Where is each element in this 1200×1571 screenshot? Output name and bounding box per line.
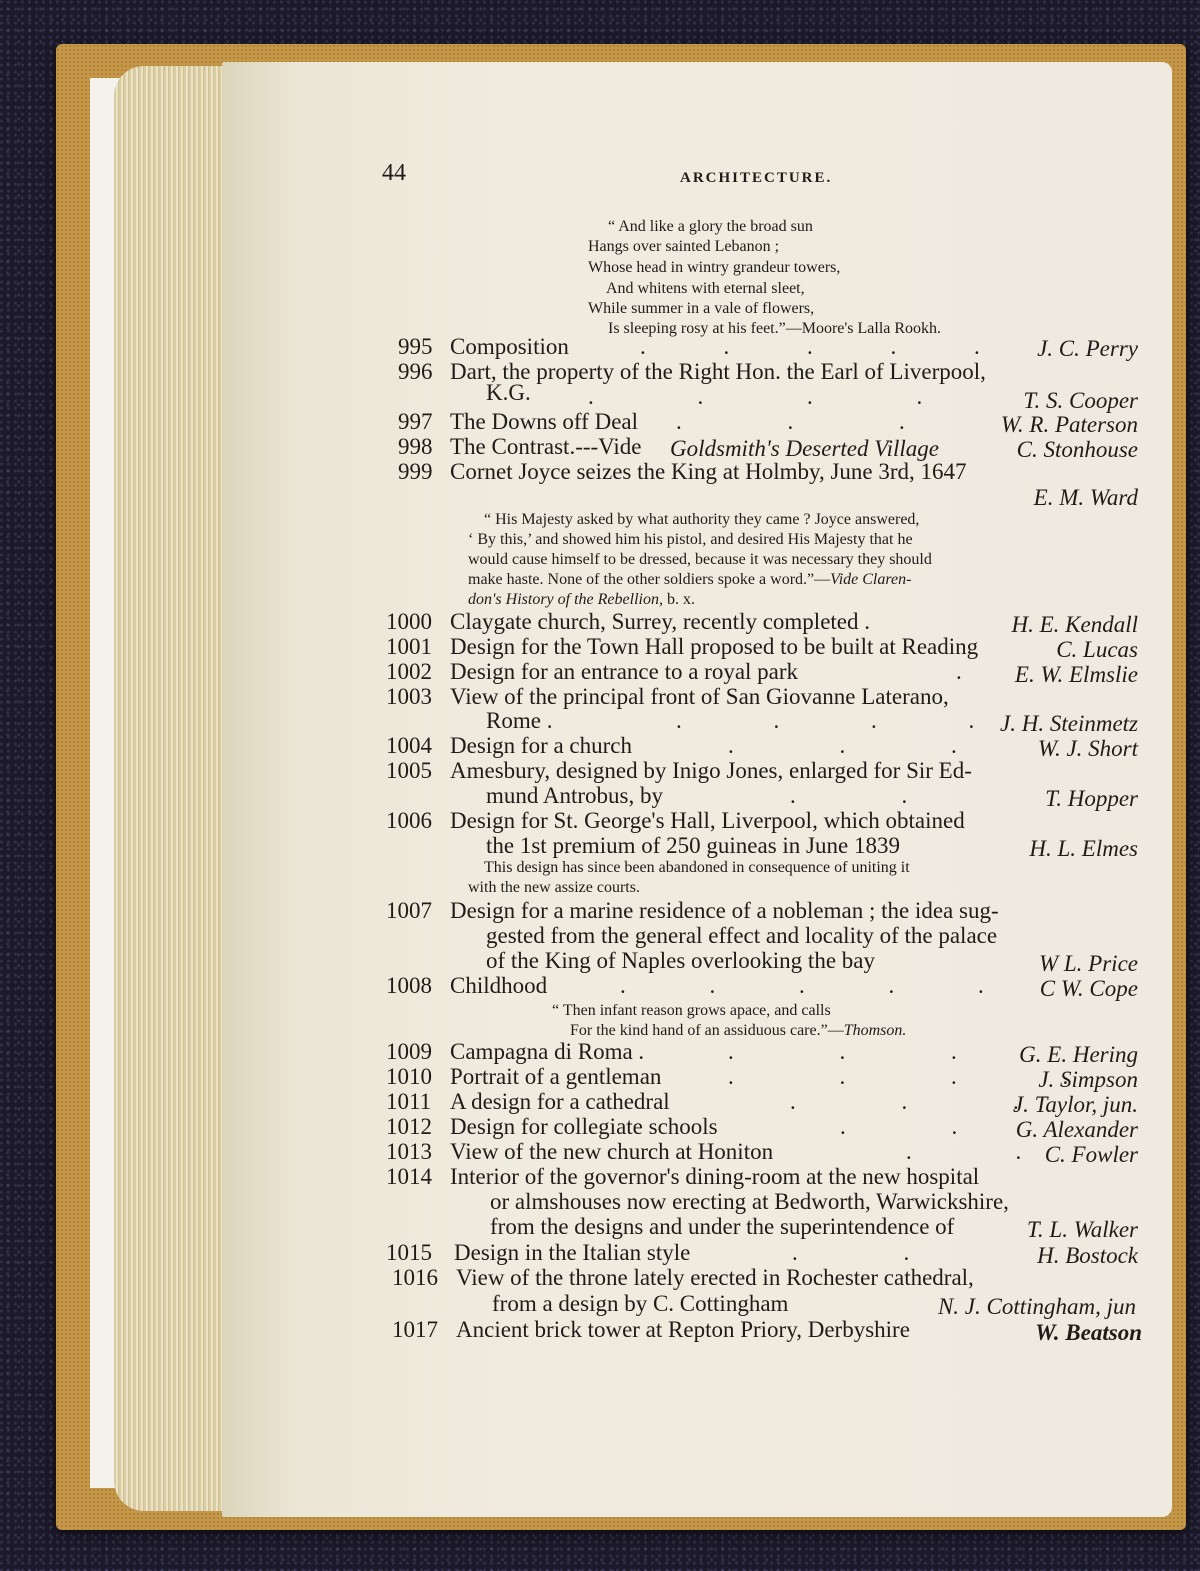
- entry-artist: C W. Cope: [1039, 976, 1138, 1001]
- entry-artist: G. Alexander: [1015, 1117, 1138, 1142]
- entry-title: The Contrast.---Vide: [450, 434, 642, 459]
- entry-artist: H. L. Elmes: [1029, 836, 1138, 861]
- epigraph-line: “ Then infant reason grows apace, and calls: [552, 1002, 831, 1019]
- entry-artist: H. E. Kendall: [1011, 612, 1138, 637]
- entry-title: Design for a church: [450, 733, 633, 758]
- entry-number: 1003: [386, 684, 432, 709]
- entry-title: View of the new church at Honiton: [450, 1139, 774, 1164]
- entry-number: 1013: [386, 1139, 432, 1164]
- entry-title: Claygate church, Surrey, recently completed .: [450, 609, 871, 634]
- entry-title-cont: from the designs and under the superintendence of: [490, 1214, 955, 1239]
- entry-artist: J. Simpson: [1038, 1067, 1138, 1092]
- entry-title: Interior of the governor's dining-room at the new hospital: [450, 1164, 980, 1189]
- entry-artist: E. W. Elmslie: [1014, 662, 1138, 687]
- entry-number: 1012: [386, 1114, 432, 1139]
- leader-dots: . .: [840, 1114, 958, 1139]
- entry-title: The Downs off Deal: [450, 409, 638, 434]
- entry-title: View of the throne lately erected in Rochester cathedral,: [456, 1265, 974, 1290]
- leader-dots: . . . .: [728, 1064, 1069, 1089]
- entry-artist: N. J. Cottingham, jun: [937, 1294, 1136, 1319]
- entry-number: 997: [398, 409, 433, 434]
- entry-title: Portrait of a gentleman: [450, 1064, 662, 1089]
- entry-artist: C. Stonhouse: [1016, 437, 1138, 462]
- entry-title-cont: or almshouses now erecting at Bedworth, Warwickshire,: [490, 1189, 1009, 1214]
- entry-title: Design for collegiate schools: [450, 1114, 718, 1139]
- entry-number: 1004: [386, 733, 432, 758]
- quote-line: would cause himself to be dressed, because it was necessary they should: [468, 551, 932, 568]
- entry-number: 1015: [386, 1240, 432, 1265]
- page-edges: [114, 66, 234, 1511]
- entry-title: Cornet Joyce seizes the King at Holmby, June 3rd, 1647: [450, 459, 967, 484]
- quote-line: make haste. None of the other soldiers spoke a word.”—Vide Claren-: [468, 571, 912, 588]
- entry-title: Design for the Town Hall proposed to be built at Reading: [450, 634, 979, 659]
- note-line: This design has since been abandoned in consequence of uniting it: [484, 859, 910, 876]
- leader-dots: . .: [790, 783, 908, 808]
- epigraph-line: For the kind hand of an assiduous care.”—Thomson.: [570, 1022, 907, 1039]
- entry-number: 1007: [386, 898, 432, 923]
- entry-title-cont: K.G.: [486, 380, 531, 405]
- entry-title: View of the principal front of San Giovanne Laterano,: [450, 684, 949, 709]
- entry-number: 1014: [386, 1164, 432, 1189]
- entry-number: 996: [398, 359, 433, 384]
- entry-number: 999: [398, 459, 433, 484]
- entry-artist: T. S. Cooper: [1023, 388, 1138, 413]
- entry-number: 1000: [386, 609, 432, 634]
- epigraph-line: Hangs over sainted Lebanon ;: [588, 238, 780, 255]
- entry-title-cont: mund Antrobus, by: [486, 783, 663, 808]
- epigraph-line: Whose head in wintry grandeur towers,: [588, 259, 841, 276]
- entry-number: 1011: [386, 1089, 432, 1114]
- leader-dots: . . .: [728, 1039, 957, 1064]
- entry-number: 998: [398, 434, 433, 459]
- entry-artist: J. C. Perry: [1037, 336, 1138, 361]
- entry-number: 1005: [386, 758, 432, 783]
- entry-artist: T. Hopper: [1045, 786, 1138, 811]
- entry-number: 1002: [386, 659, 432, 684]
- entry-title-cont: of the King of Naples overlooking the bay: [486, 948, 875, 973]
- entry-artist: C. Fowler: [1044, 1142, 1138, 1167]
- quote-line: ‘ By this,’ and showed him his pistol, and desired His Majesty that he: [468, 531, 913, 548]
- epigraph-line: “ And like a glory the broad sun: [608, 218, 813, 235]
- entry-number: 1006: [386, 808, 432, 833]
- entry-title: Design for St. George's Hall, Liverpool, which obtained: [450, 808, 965, 833]
- epigraph-line: While summer in a vale of flowers,: [588, 300, 815, 317]
- epigraph-line: And whitens with eternal sleet,: [606, 280, 805, 297]
- entry-title-cont: from a design by C. Cottingham: [492, 1291, 789, 1316]
- entry-title: Dart, the property of the Right Hon. the Earl of Liverpool,: [450, 359, 986, 384]
- entry-artist: W. R. Paterson: [1000, 412, 1138, 437]
- entry-title: Childhood: [450, 973, 548, 998]
- entry-title: Campagna di Roma .: [450, 1039, 645, 1064]
- entry-title-cont: the 1st premium of 250 guineas in June 1839: [486, 833, 900, 858]
- leader-dots: . . .: [790, 1089, 1019, 1114]
- leader-dots: . . .: [728, 733, 957, 758]
- entry-artist: C. Lucas: [1056, 637, 1138, 662]
- page-number: 44: [382, 160, 406, 186]
- entry-number: 1008: [386, 973, 432, 998]
- quote-line: “ His Majesty asked by what authority they came ? Joyce answered,: [484, 511, 920, 528]
- leader-dots: . .: [906, 1139, 1022, 1164]
- entry-number: 1009: [386, 1039, 432, 1064]
- entry-title-cont: gested from the general effect and locality of the palace: [486, 923, 998, 948]
- book-page: [222, 62, 1172, 1517]
- entry-artist: E. M. Ward: [1033, 485, 1138, 510]
- entry-artist: W L. Price: [1038, 951, 1138, 976]
- entry-number: 995: [398, 334, 433, 359]
- note-line: with the new assize courts.: [468, 879, 640, 896]
- leader-dots: . . . . .: [620, 973, 984, 998]
- leader-dots: . .: [792, 1240, 910, 1265]
- entry-artist: J. Taylor, jun.: [1012, 1092, 1138, 1117]
- entry-title-italic: Goldsmith's Deserted Village: [670, 436, 939, 461]
- leader-dots: .: [956, 659, 962, 684]
- leader-dots: . . . .: [588, 384, 923, 409]
- quote-line: don's History of the Rebellion, b. x.: [468, 591, 695, 608]
- entry-artist: G. E. Hering: [1019, 1042, 1138, 1067]
- entry-artist: H. Bostock: [1037, 1243, 1138, 1268]
- entry-number: 1016: [392, 1265, 438, 1290]
- entry-number: 1017: [392, 1317, 438, 1342]
- entry-artist: T. L. Walker: [1026, 1217, 1138, 1242]
- entry-title: Composition: [450, 334, 569, 359]
- entry-title-cont: Rome .: [486, 708, 553, 733]
- entry-title: Design for an entrance to a royal park: [450, 659, 799, 684]
- entry-title: Design in the Italian style: [454, 1240, 691, 1265]
- leader-dots: . . . . .: [640, 334, 980, 359]
- leader-dots: . . . .: [676, 708, 975, 733]
- entry-title: Amesbury, designed by Inigo Jones, enlarged for Sir Ed-: [450, 758, 972, 783]
- entry-artist: J. H. Steinmetz: [1000, 711, 1138, 736]
- entry-artist: W. Beatson: [1035, 1320, 1142, 1345]
- entry-title: Design for a marine residence of a nobleman ; the idea sug-: [450, 898, 999, 923]
- epigraph-line: Is sleeping rosy at his feet.”—Moore's Lalla Rookh.: [608, 320, 942, 337]
- entry-artist: W. J. Short: [1037, 736, 1138, 761]
- entry-title: Ancient brick tower at Repton Priory, Derbyshire: [456, 1317, 910, 1342]
- page-heading: ARCHITECTURE.: [680, 170, 833, 186]
- entry-number: 1010: [386, 1064, 432, 1089]
- entry-title: A design for a cathedral: [450, 1089, 670, 1114]
- entry-number: 1001: [386, 634, 432, 659]
- leader-dots: . . .: [676, 409, 905, 434]
